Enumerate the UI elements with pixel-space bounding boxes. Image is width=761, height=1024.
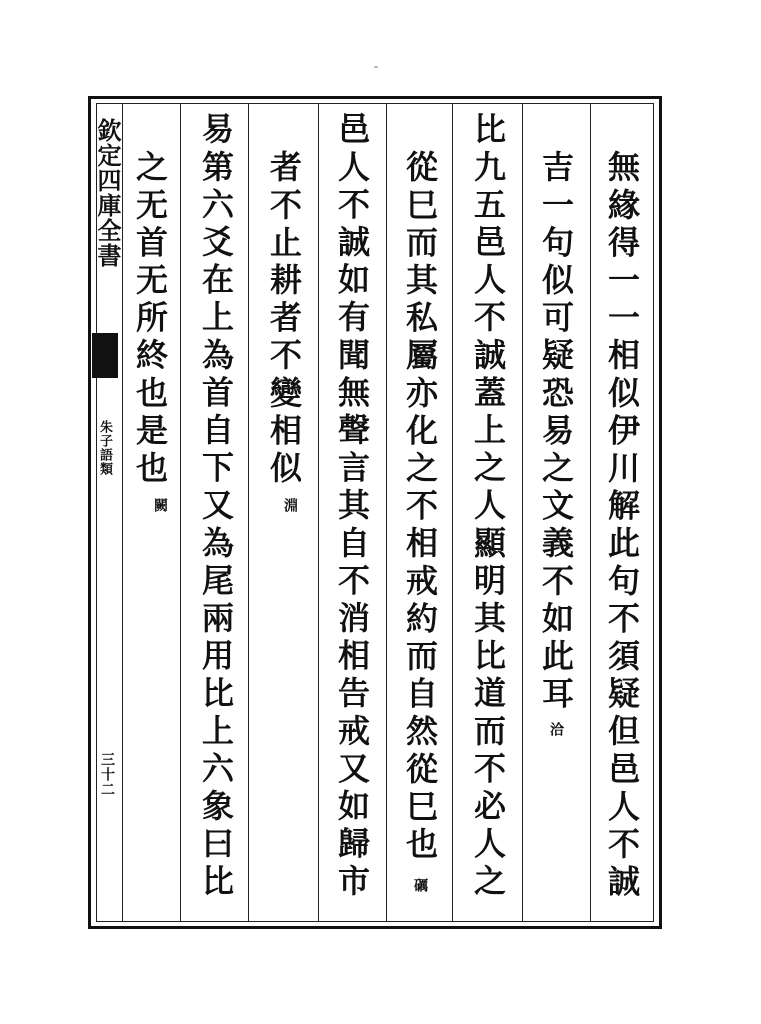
- text-column-5: 邑人不誠如有聞無聲言其自不消相告戒又如歸市: [333, 112, 371, 902]
- author-note: 礪: [412, 878, 428, 892]
- text-column-3: 比九五邑人不誠蓋上之人顯明其比道而不必人之: [469, 112, 507, 902]
- column-rule: [452, 103, 453, 922]
- column-rule: [590, 103, 591, 922]
- column-rule: [318, 103, 319, 922]
- text-column-6: 者不止耕者不變相似: [265, 150, 303, 489]
- text-column-2: 吉一句似可疑恐易之文義不如此耳: [537, 150, 575, 714]
- author-note: 洽: [548, 722, 564, 736]
- fish-tail-mark: [92, 333, 118, 378]
- column-rule: [386, 103, 387, 922]
- column-rule: [180, 103, 181, 922]
- text-column-8: 之无首无所終也是也: [131, 150, 169, 489]
- text-column-4: 從巳而其私屬亦化之不相戒約而自然從巳也: [401, 150, 439, 865]
- text-column-1: 無緣得一一相似伊川解此句不須疑但邑人不誠: [603, 150, 641, 902]
- margin-collection-title: 欽定四庫全書: [93, 118, 122, 268]
- text-column-7: 易第六爻在上為首自下又為尾兩用比上六象曰比: [197, 112, 235, 902]
- author-note: 闕: [152, 498, 168, 512]
- column-rule: [522, 103, 523, 922]
- author-note: 淵: [282, 498, 298, 512]
- column-rule: [248, 103, 249, 922]
- scan-speck: [374, 66, 378, 68]
- margin-page-number: 三十二: [99, 752, 115, 797]
- margin-book-title: 朱子語類: [97, 420, 112, 476]
